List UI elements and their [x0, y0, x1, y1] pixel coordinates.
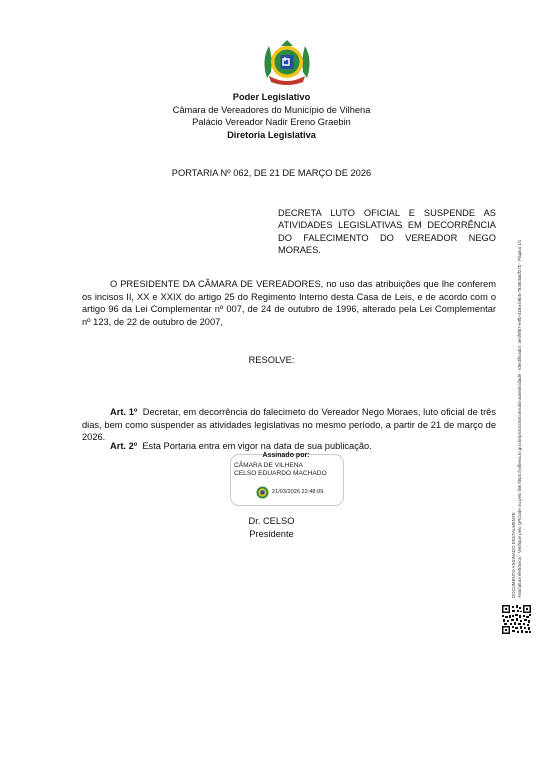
- signer-name: Dr. CELSO: [248, 516, 295, 526]
- resolve-heading: RESOLVE:: [248, 355, 295, 365]
- article-2: [82, 440, 496, 453]
- digital-signature-stamp: [226, 454, 346, 506]
- mini-seal-icon: [256, 486, 269, 499]
- signer-role: Presidente: [249, 528, 294, 539]
- signature-stamp-datetime: 21/03/2026 22:48:09: [272, 489, 324, 495]
- signer-block: [100, 515, 443, 540]
- header-line-4: Diretoria Legislativa: [227, 129, 316, 140]
- header-line-1: Poder Legislativo: [232, 92, 311, 102]
- article-2-number: Art. 2º: [110, 441, 138, 451]
- signature-stamp-line-2: CELSO EDUARDO MACHADO: [234, 470, 327, 477]
- article-1-text: Decretar, em decorrência do falecimeto do Vereador Nego Moraes, luto oficial de três dias, bem como suspender as atividades legislativas no mesmo período, a partir de 21 de março de 2026.: [82, 407, 496, 443]
- signature-stamp-line-1: CÂMARA DE VILHENA: [234, 462, 303, 469]
- qr-code-icon[interactable]: [502, 605, 531, 634]
- portaria-title: PORTARIA Nº 062, DE 21 DE MARÇO DE 2026: [171, 168, 372, 178]
- article-2-text: Esta Portaria entra em vigor na data de sua publicação.: [142, 441, 372, 451]
- signature-stamp-title: Assinado por:: [262, 452, 310, 459]
- document-header: [100, 91, 443, 141]
- ementa: DECRETA LUTO OFICIAL E SUSPENDE AS ATIVIDADES LEGISLATIVAS EM DECORRÊNCIA DO FALECIMENTO DO VEREADOR NEGO MORAES.: [278, 208, 496, 256]
- side-note-line-2: Assinatura eletrônica - Verifique pelo QRCode ou pelo link https://vilhena.ro.gov.br/protocolo/consulta-autenticidade - Identificador: 4e4f9f57-e9f0-418a-b8b5-7828c5a0f270 - Página 1/1: [516, 239, 522, 598]
- digital-signature-side-note: [511, 128, 529, 598]
- article-1: [82, 406, 496, 444]
- header-line-3: Palácio Vereador Nadir Ereno Graebin: [192, 117, 351, 128]
- header-line-2: Câmara de Vereadores do Município de Vilhena: [172, 104, 371, 115]
- coat-of-arms-seal-icon: [259, 38, 315, 86]
- article-1-number: Art. 1º: [110, 407, 138, 417]
- side-note-line-1: DOCUMENTO ASSINADO DIGITALMENTE: [511, 512, 516, 598]
- preamble-paragraph: O PRESIDENTE DA CÂMARA DE VEREADORES, no uso das atribuições que lhe conferem os incisos II, XX e XXIX do artigo 25 do Regimento Interno desta Casa de Leis, e de acordo com o artigo 96 da Lei Complementar nº 007, de 24 de outubro de 1996, alterado pela Lei Complementar nº 123, de 22 de outubro de 2007,: [82, 279, 496, 327]
